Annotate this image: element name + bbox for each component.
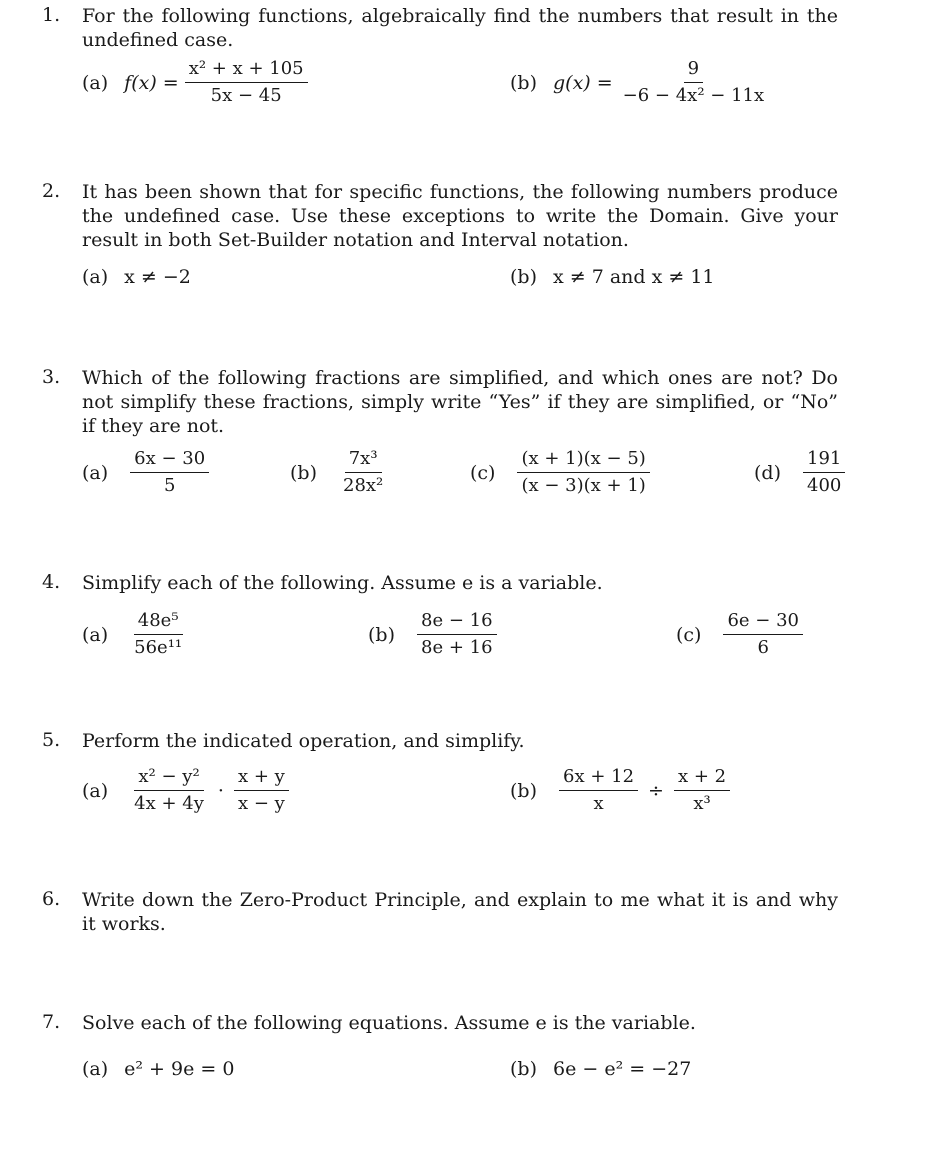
denominator: (x − 3)(x + 1)	[521, 475, 646, 496]
part-label: (b)	[290, 461, 317, 484]
problem-3d	[754, 448, 851, 497]
problem-4-prompt: Simplify each of the following. Assume e is a variable.	[82, 572, 603, 594]
part-label: (a)	[82, 779, 109, 802]
expression: e² + 9e = 0	[124, 1058, 235, 1080]
fraction-2	[234, 766, 289, 815]
expression: x ≠ −2	[124, 266, 191, 288]
part-label: (a)	[82, 71, 109, 94]
part-label: (a)	[82, 1058, 109, 1080]
part-label: (a)	[82, 623, 109, 646]
problem-2a	[82, 266, 191, 288]
problem-3b	[290, 448, 393, 497]
expression: x ≠ 7 and x ≠ 11	[553, 266, 715, 288]
problem-3a	[82, 448, 215, 497]
part-label: (b)	[510, 1058, 537, 1080]
problem-2b	[510, 266, 715, 288]
denominator: 6	[757, 637, 769, 658]
numerator: 6x − 30	[130, 448, 209, 473]
problem-1b	[510, 58, 774, 107]
fraction	[803, 448, 845, 497]
numerator: 8e − 16	[417, 610, 497, 635]
problem-2-number: 2.	[42, 180, 61, 202]
numerator: x² − y²	[134, 766, 203, 791]
denominator: 5x − 45	[210, 85, 282, 106]
denominator: −6 − 4x² − 11x	[622, 85, 765, 106]
part-label: (b)	[510, 71, 537, 94]
fraction	[723, 610, 803, 659]
problem-2-prompt: It has been shown that for specific functions, the following numbers produce the undefined case. Use these exceptions to write the Domain. Give your result in both Set-Builder notation and Interval notation.	[82, 181, 838, 251]
denominator: 28x²	[343, 475, 384, 496]
problem-1-prompt: For the following functions, algebraically find the numbers that result in the undefined case.	[82, 5, 838, 51]
denominator: x − y	[237, 793, 285, 814]
problem-1a	[82, 58, 314, 107]
part-label: (b)	[510, 779, 537, 802]
fraction	[619, 58, 768, 107]
part-label: (d)	[754, 461, 781, 484]
fraction	[417, 610, 497, 659]
problem-4c	[676, 610, 809, 659]
fraction-1	[559, 766, 638, 815]
problem-4a	[82, 610, 192, 659]
denominator: 8e + 16	[421, 637, 493, 658]
denominator: x³	[693, 793, 711, 814]
denominator: 56e¹¹	[134, 637, 183, 658]
problem-1-number: 1.	[42, 4, 61, 26]
problem-7b	[510, 1058, 691, 1080]
numerator: x + 2	[674, 766, 730, 791]
problem-7-prompt: Solve each of the following equations. Assume e is the variable.	[82, 1012, 696, 1034]
operator: ÷	[648, 779, 664, 802]
fraction	[517, 448, 649, 497]
denominator: 4x + 4y	[134, 793, 204, 814]
operator: ·	[217, 779, 224, 802]
part-label: (b)	[368, 623, 395, 646]
part-label: (a)	[82, 461, 109, 484]
numerator: x + y	[234, 766, 289, 791]
numerator: 7x³	[345, 448, 382, 473]
part-label: (c)	[470, 461, 496, 484]
problem-5-number: 5.	[42, 729, 61, 751]
fraction	[339, 448, 387, 497]
problem-4-number: 4.	[42, 571, 61, 593]
fraction	[130, 610, 186, 659]
problem-6-prompt: Write down the Zero-Product Principle, and explain to me what it is and why it works.	[82, 889, 838, 935]
fraction	[130, 448, 209, 497]
problem-4b	[368, 610, 503, 659]
problem-3-prompt: Which of the following fractions are simplified, and which ones are not? Do not simplify these fractions, simply write “Yes” if they are simplified, or “No” if they are not.	[82, 367, 838, 437]
numerator: x² + x + 105	[185, 58, 308, 83]
problem-5a	[82, 766, 295, 815]
problem-5b	[510, 766, 736, 815]
part-label: (c)	[676, 623, 702, 646]
denominator: 400	[807, 475, 842, 496]
problem-7a	[82, 1058, 234, 1080]
denominator: 5	[163, 475, 176, 496]
numerator: 6e − 30	[723, 610, 803, 635]
function-lhs: g(x) =	[553, 71, 613, 94]
expression: 6e − e² = −27	[553, 1058, 692, 1080]
numerator: 48e⁵	[134, 610, 183, 635]
fraction-2	[674, 766, 730, 815]
problem-5-prompt: Perform the indicated operation, and simplify.	[82, 730, 525, 752]
numerator: 6x + 12	[559, 766, 638, 791]
numerator: 191	[803, 448, 845, 473]
part-label: (a)	[82, 266, 109, 288]
fraction	[185, 58, 308, 107]
problem-3c	[470, 448, 656, 497]
denominator: x	[593, 793, 604, 814]
fraction-1	[130, 766, 208, 815]
problem-6-number: 6.	[42, 888, 61, 910]
part-label: (b)	[510, 266, 537, 288]
problem-7-number: 7.	[42, 1011, 61, 1033]
function-lhs: f(x) =	[124, 71, 179, 94]
problem-3-number: 3.	[42, 366, 61, 388]
numerator: (x + 1)(x − 5)	[517, 448, 649, 473]
numerator: 9	[684, 58, 703, 83]
